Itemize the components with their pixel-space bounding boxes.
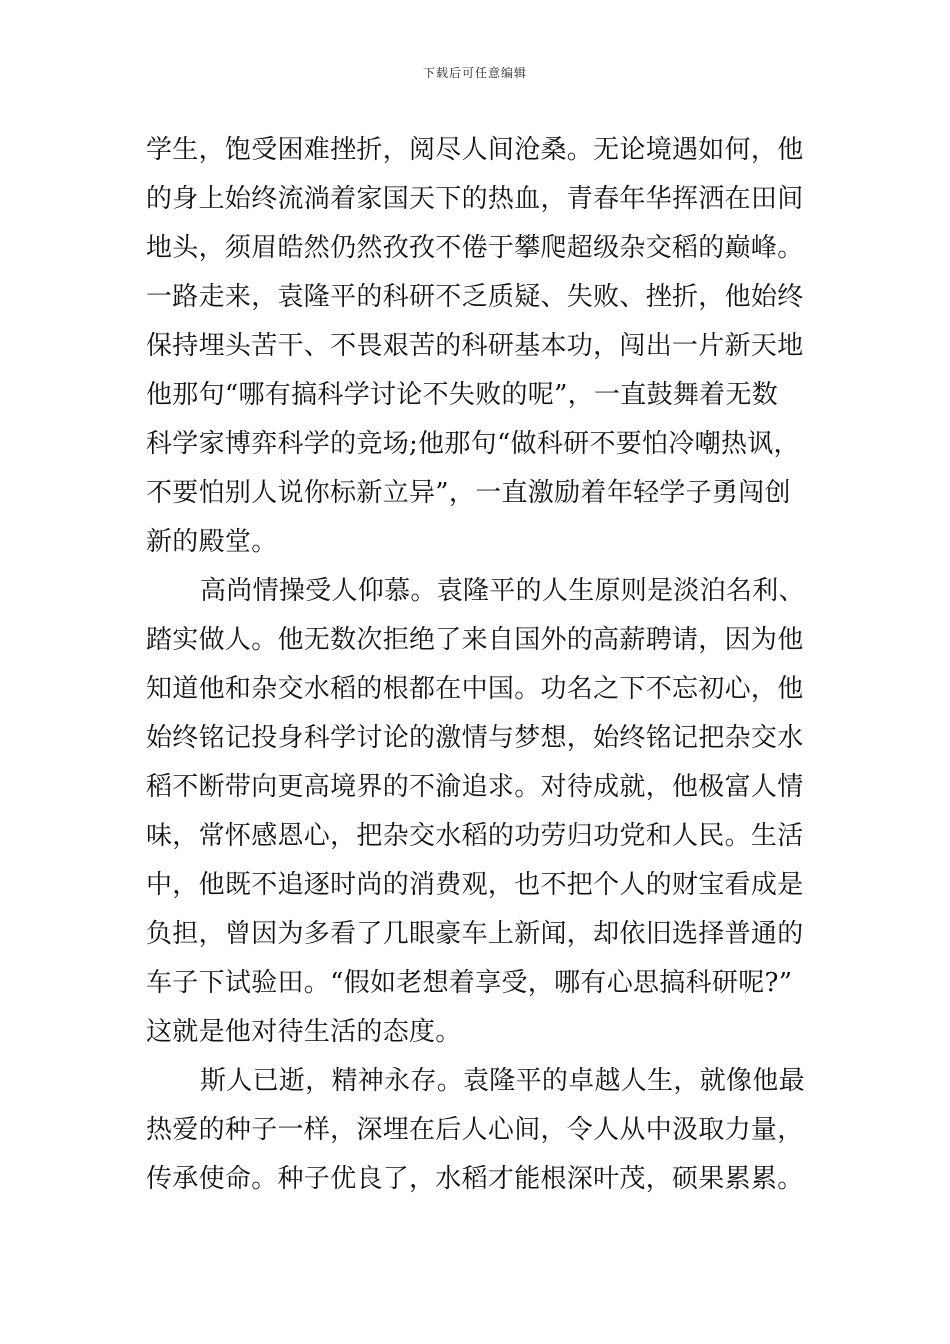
text-line: 一路走来，袁隆平的科研不乏质疑、失败、挫折，他始终 (146, 282, 804, 312)
text-line: 知道他和杂交水稻的根都在中国。功名之下不忘初心，他 (146, 674, 804, 704)
text-line: 他那句“哪有搞科学讨论不失败的呢”，一直鼓舞着无数 (146, 380, 779, 410)
text-line: 斯人已逝，精神永存。袁隆平的卓越人生，就像他最 (200, 1066, 805, 1096)
text-line: 科学家博弈科学的竞场;他那句“做科研不要怕冷嘲热讽， (146, 429, 800, 459)
text-line: 负担，曾因为多看了几眼豪车上新闻，却依旧选择普通的 (146, 919, 804, 949)
page-header: 下载后可任意编辑 (422, 66, 527, 80)
text-line: 车子下试验田。“假如老想着享受，哪有心思搞科研呢?” (146, 968, 793, 998)
text-line: 中，他既不追逐时尚的消费观，也不把个人的财宝看成是 (146, 870, 804, 900)
text-line: 稻不断带向更高境界的不渝追求。对待成就，他极富人情 (146, 772, 804, 802)
text-line: 这就是他对待生活的态度。 (146, 1017, 462, 1047)
text-line: 不要怕别人说你标新立异”，一直激励着年轻学子勇闯创 (146, 478, 791, 508)
text-line: 新的殿堂。 (146, 527, 278, 557)
text-line: 踏实做人。他无数次拒绝了来自国外的高薪聘请，因为他 (146, 625, 804, 655)
document-body (146, 126, 808, 1204)
text-line: 学生，饱受困难挫折，阅尽人间沧桑。无论境遇如何，他 (146, 135, 804, 165)
paragraph-3 (146, 1057, 808, 1204)
text-line: 热爱的种子一样，深埋在后人心间，令人从中汲取力量， (146, 1115, 804, 1145)
text-line: 地头，须眉皓然仍然孜孜不倦于攀爬超级杂交稻的巅峰。 (146, 233, 804, 263)
text-line: 味，常怀感恩心，把杂交水稻的功劳归功党和人民。生活 (146, 821, 804, 851)
text-line: 始终铭记投身科学讨论的激情与梦想，始终铭记把杂交水 (146, 723, 804, 753)
text-line: 高尚情操受人仰慕。袁隆平的人生原则是淡泊名利、 (200, 576, 805, 606)
paragraph-1 (146, 126, 808, 567)
text-line: 传承使命。种子优良了，水稻才能根深叶茂，硕果累累。 (146, 1164, 804, 1194)
text-line: 的身上始终流淌着家国天下的热血，青春年华挥洒在田间 (146, 184, 804, 214)
paragraph-2 (146, 567, 808, 1057)
text-line: 保持埋头苦干、不畏艰苦的科研基本功，闯出一片新天地 (146, 331, 804, 361)
